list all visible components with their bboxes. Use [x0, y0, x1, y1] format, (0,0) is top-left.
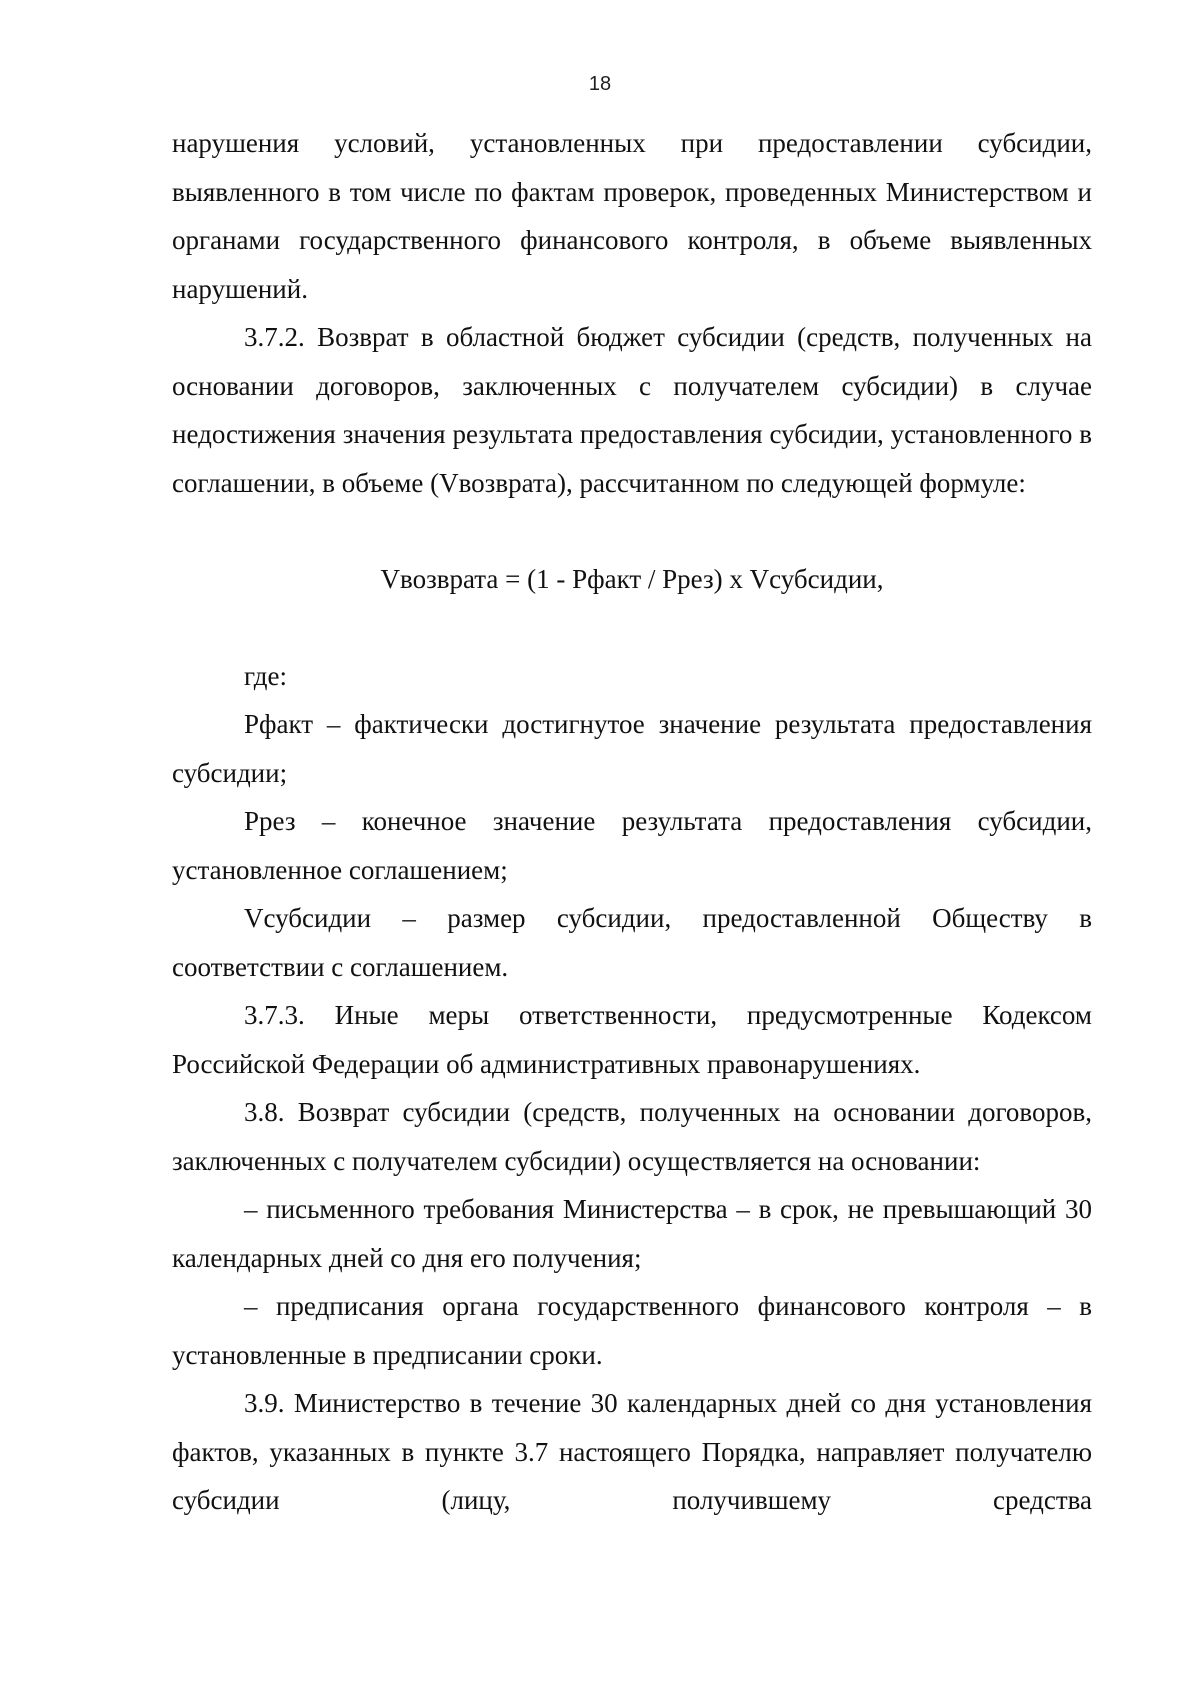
definition-v-subsidy: Vсубсидии – размер субсидии, предоставленной Обществу в соответствии с соглашением.: [172, 903, 1092, 982]
paragraph-3-7-3: 3.7.3. Иные меры ответственности, предусмотренные Кодексом Российской Федерации об административных правонарушениях.: [172, 1000, 1092, 1079]
refund-formula: Vвозврата = (1 - Pфакт / Pрез) х Vсубсидии,: [380, 564, 884, 594]
page-number: 18: [588, 73, 612, 95]
paragraph-3-7-2: 3.7.2. Возврат в областной бюджет субсидии (средств, полученных на основании договоров, заключенных с получателем субсидии) в случае недостижения значения результата предоставления субсидии, установленного в соглашении, в объеме (Vвозврата), рассчитанном по следующей формуле:: [172, 322, 1092, 498]
document-body: [172, 119, 1092, 1525]
definition-p-rez: Pрез – конечное значение результата предоставления субсидии, установленное соглашением;: [172, 806, 1092, 885]
list-item-prescription: – предписания органа государственного финансового контроля – в установленные в предписании сроки.: [172, 1291, 1092, 1370]
paragraph-where: где:: [244, 660, 287, 691]
paragraph-3-9: 3.9. Министерство в течение 30 календарных дней со дня установления фактов, указанных в пункте 3.7 настоящего Порядка, направляет получателю субсидии (лицу, получившему средства: [172, 1388, 1092, 1515]
definition-p-fact: Pфакт – фактически достигнутое значение результата предоставления субсидии;: [172, 709, 1092, 788]
paragraph-3-8: 3.8. Возврат субсидии (средств, полученных на основании договоров, заключенных с получателем субсидии) осуществляется на основании:: [172, 1097, 1092, 1176]
list-item-written-demand: – письменного требования Министерства – в срок, не превышающий 30 календарных дней со дня его получения;: [172, 1194, 1092, 1273]
paragraph-violation-continuation: нарушения условий, установленных при предоставлении субсидии, выявленного в том числе по фактам проверок, проведенных Министерством и органами государственного финансового контроля, в объеме выявленных нарушений.: [172, 128, 1092, 304]
